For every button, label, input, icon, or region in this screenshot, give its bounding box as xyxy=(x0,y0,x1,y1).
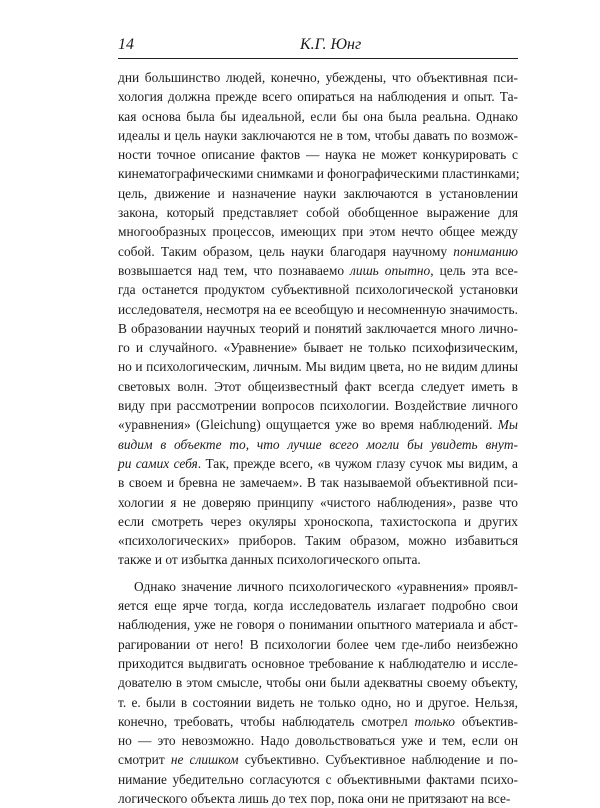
text-line: ности точное описание фактов — наука не может конкурировать с xyxy=(118,147,518,163)
text-line: яется еще ярче тогда, когда исследователь излагает подробно свои xyxy=(118,598,518,614)
text-line: «психологических» приборов. Таким образом, можно избавиться xyxy=(118,533,518,549)
text-line: Однако значение личного психологического «уравнения» проявл- xyxy=(134,578,518,594)
text-line: хологии я не доверяю принципу «чистого наблюдения», разве что xyxy=(118,494,518,510)
text-line: «уравнения» (Gleichung) ощущается уже во время наблюдений. Мы xyxy=(118,417,518,433)
text-line: закона, который представляет собой обобщенное выражение для xyxy=(118,205,518,221)
text-line: кая основа была бы идеальной, если бы она была реальна. Однако xyxy=(118,108,518,124)
text-line: возвышается над тем, что познаваемо лишь опытно, цель эта все- xyxy=(118,262,518,278)
text-line: также и от избытка данных психологического опыта. xyxy=(118,552,421,568)
text-line: идеалы и цель науки заключаются не в том, чтобы давать по возмож- xyxy=(118,127,518,143)
text-line: наблюдения, уже не говоря о понимании опытного материала и абст- xyxy=(118,617,518,633)
text-line: приходится выдвигать основное требование к наблюдателю и иссле- xyxy=(118,655,518,671)
page-number: 14 xyxy=(118,36,134,53)
text-line: смотрит не слишком субъективно. Субъективное наблюдение и по- xyxy=(118,752,519,768)
text-line: но и психологическим, личным. Мы видим цвета, но не видим длины xyxy=(118,359,518,375)
text-line: видим в объекте то, что лучше всего могли бы увидеть внут- xyxy=(118,436,518,452)
text-line: дователю в этом смысле, чтобы они были адекватны своему объекту, xyxy=(118,675,518,691)
text-line: в своем и бревна не замечаем». В так называемой объективной пси- xyxy=(118,475,518,491)
text-line: световых волн. Этот общеизвестный факт всегда следует иметь в xyxy=(118,378,518,394)
text-line: но — это невозможно. Надо довольствоваться уже и тем, если он xyxy=(118,733,518,749)
text-line: кинематографическими снимками и фонографическими пластинками; xyxy=(118,166,520,182)
paragraph-2 xyxy=(118,577,518,808)
text-line: цель, движение и назначение науки заключаются в установлении xyxy=(118,185,518,201)
paragraph-1 xyxy=(118,68,518,570)
text-line: хология должна прежде всего опираться на наблюдения и опыт. Та- xyxy=(118,89,518,105)
text-line: конечно, требовать, чтобы наблюдатель смотрел только объектив- xyxy=(118,713,518,729)
text-line: В образовании научных теорий и понятий заключается много лично- xyxy=(118,320,518,336)
text-line: рагировании от него! В психологии более чем где-либо неизбежно xyxy=(118,636,518,652)
text-line: ри самих себя. Так, прежде всего, «в чужом глазу сучок мы видим, а xyxy=(118,455,518,471)
body-text xyxy=(118,68,518,808)
text-line: виду при рассмотрении вопросов психологии. Воздействие личного xyxy=(118,398,518,414)
text-line: логического объекта лишь до тех пор, пока они не притязают на все- xyxy=(118,790,511,806)
text-line: исследователя, несмотря на ее всеобщую и несомненную значимость. xyxy=(118,301,518,317)
text-line: гда останется продуктом субъективной психологической установки xyxy=(118,282,518,298)
text-line: дни большинство людей, конечно, убеждены, что объективная пси- xyxy=(118,70,518,85)
running-header xyxy=(118,34,518,59)
running-title: К.Г. Юнг xyxy=(300,36,362,53)
text-line: многообразных процессов, имеющих при этом нечто общее между xyxy=(118,224,518,240)
text-line: т. е. были в состоянии видеть не только одно, но и другое. Нельзя, xyxy=(118,694,518,710)
text-line: го и случайного. «Уравнение» бывает не только психофизическим, xyxy=(118,340,518,356)
text-line: если смотреть через окуляры хроноскопа, тахистоскопа и других xyxy=(118,513,518,529)
text-line: нимание убедительно согласуются с объективными фактами психо- xyxy=(118,771,518,787)
text-line: собой. Таким образом, цель науки благодаря научному пониманию xyxy=(118,243,518,259)
